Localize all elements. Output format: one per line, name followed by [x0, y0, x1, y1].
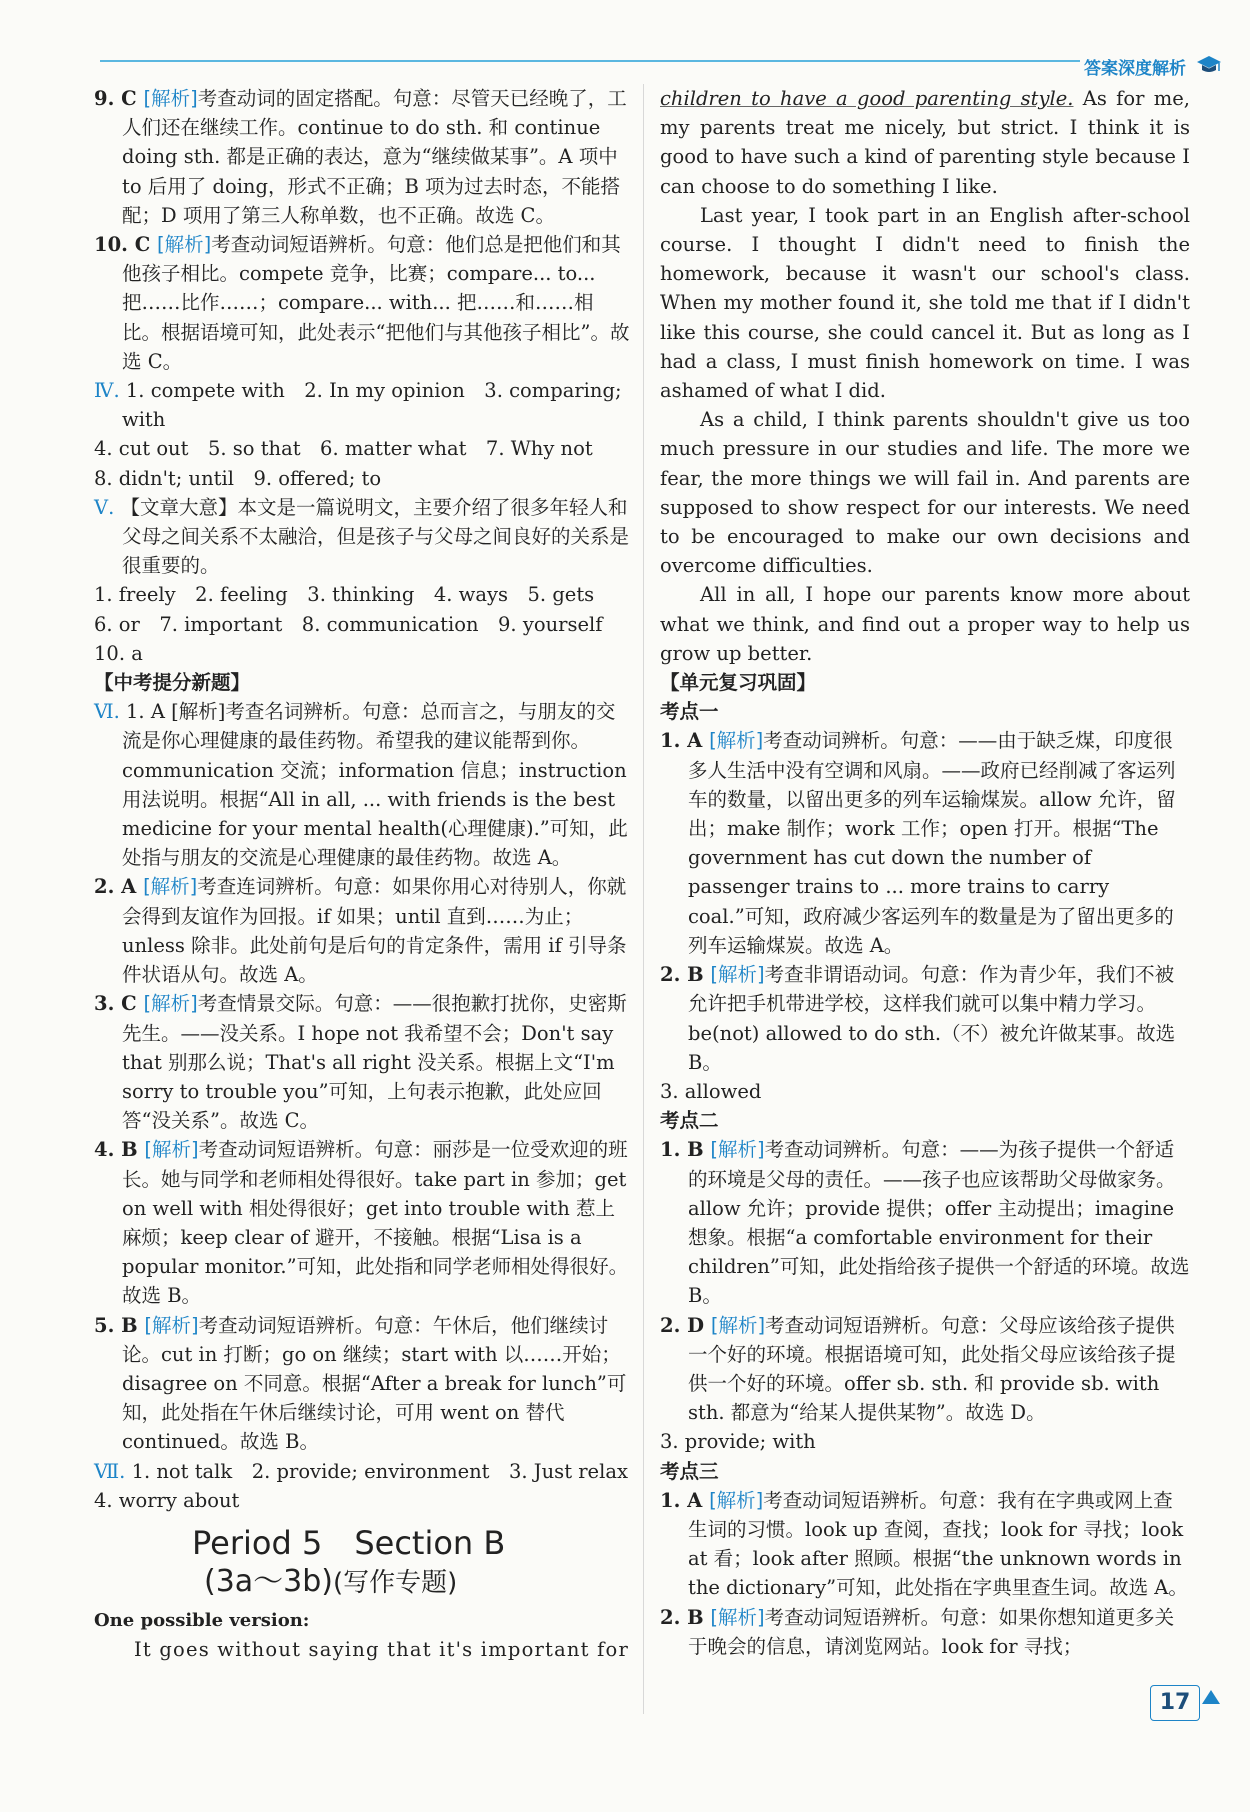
answer-item [94, 989, 632, 1135]
answer-number: 2. B [660, 963, 711, 987]
answer-line: 10. a [94, 641, 143, 665]
answer-line: 8. didn't; until 9. offered; to [94, 466, 382, 490]
answer-item [94, 872, 632, 989]
answer-item [94, 697, 632, 872]
answer-text: 考查动词短语辨析。句意：如果你想知道更多关于晚会的信息，请浏览网站。look for 寻找； [688, 1605, 1175, 1658]
essay [660, 84, 1190, 668]
answer-number: 2. D [660, 1313, 711, 1337]
answer-number: 3. C [94, 992, 144, 1016]
answer-number: 10. C [94, 233, 158, 257]
answer-text: 考查动词辨析。句意：——为孩子提供一个舒适的环境是父母的责任。——孩子也应该帮助父母做家务。allow 允许；provide 提供；offer 主动提出；imagine 想象。根据“a comfortable environment for their children”可知，此处指给孩子提供一个舒适的环境。故选 B。 [688, 1138, 1190, 1308]
answer-text: 考查连词辨析。句意：如果你用心对待别人，你就会得到友谊作为回报。if 如果；until 直到……为止；unless 除非。此处前句是后句的肯定条件，需用 if 引导条件状语从句。故选 A。 [122, 875, 627, 987]
analysis-tag: [解析] [143, 87, 198, 110]
answer-text: 1. A [解析]考查名词辨析。句意：总而言之，与朋友的交流是你心理健康的最佳药物。希望我的建议能帮到你。communication 交流；information 信息；instruction 用法说明。根据“All in all, ... with friends is the best medicine for your mental health(心理健康).”可知，此处指与朋友的交流是心理健康的最佳药物。故选 A。 [122, 700, 628, 870]
period-subtitle [204, 1563, 632, 1602]
header-rule [100, 60, 1180, 62]
answer-text: 考查动词短语辨析。句意：父母应该给孩子提供一个好的环境。根据语境可知，此处指父母应该给孩子提供一个好的环境。offer sb. sth. 和 provide sb. with sth. 都意为“给某人提供某物”。故选 D。 [688, 1313, 1176, 1425]
answer-number: 5. B [94, 1313, 145, 1337]
answer-number: 1. A [660, 729, 710, 753]
answer-item [94, 1457, 632, 1486]
answer-item [94, 493, 632, 581]
answer-item [660, 1603, 1190, 1661]
answer-text: 考查动词短语辨析。句意：午休后，他们继续讨论。cut in 打断；go on 继续；start with 以……开始；disagree on 不同意。根据“After a break for lunch”可知，此处指在午休后继续讨论，可用 went on 替代 continued。故选 B。 [122, 1313, 627, 1454]
answer-line: 4. cut out 5. so that 6. matter what 7. Why not [94, 437, 593, 461]
period-title: Period 5 Section B [192, 1523, 506, 1562]
answer-line: 3. allowed [660, 1079, 762, 1103]
essay-paragraph: Last year, I took part in an English after-school course. I thought I didn't need to finish the homework, because it wasn't our school's class. When my mother found it, she told me that if I didn't like this course, she could cancel it. But as long as I had a class, I must finish homework on time. I was ashamed of what I did. [660, 203, 1190, 403]
answer-line: 1. freely 2. feeling 3. thinking 4. ways 5. gets [94, 583, 595, 607]
answer-text: 考查动词短语辨析。句意：丽莎是一位受欢迎的班长。她与同学和老师相处得很好。take part in 参加；get on well with 相处得很好；get into trouble with 惹上麻烦；keep clear of 避开，不接触。根据“Lisa is a popular monitor.”可知，此处指和同学老师相处得很好。故选 B。 [122, 1138, 629, 1308]
essay-first-rest: As for me, my parents treat me nicely, but strict. I think it is good to have such a kind of parenting style because I can choose to do something I like. [660, 87, 1190, 198]
answer-text: 考查情景交际。句意：——很抱歉打扰你，史密斯先生。——没关系。I hope not 我希望不会；Don't say that 别那么说；That's all right 没关系。根据上文“I'm sorry to trouble you”可知，上句表示抱歉，此处应回答“没关系”。故选 C。 [122, 992, 627, 1133]
answer-item [94, 230, 632, 376]
answer-number: 4. B [94, 1138, 145, 1162]
roman-numeral: Ⅳ. [94, 379, 126, 403]
answer-text: 考查非谓语动词。句意：作为青少年，我们不被允许把手机带进学校，这样我们就可以集中精力学习。be(not) allowed to do sth.（不）被允许做某事。故选 B。 [688, 963, 1176, 1074]
answer-line: 3. provide; with [660, 1430, 816, 1454]
answer-item [94, 376, 632, 434]
answer-number: 2. B [660, 1605, 711, 1629]
analysis-tag: [解析] [709, 1488, 764, 1512]
roman-numeral: Ⅴ. [94, 495, 121, 519]
essay-paragraphs [660, 201, 1190, 668]
essay-opening: It goes without saying that it's important for [134, 1638, 629, 1662]
answer-text: 考查动词辨析。句意：——由于缺乏煤，印度很多人生活中没有空调和风扇。——政府已经削减了客运列车的数量，以留出更多的列车运输煤炭。allow 允许，留出；make 制作；work 工作；open 打开。根据“The government has cut down the number of passenger trains to ... more trains to carry coal.”可知，政府减少客运列车的数量是为了留出更多的列车运输煤炭。故选 A。 [688, 729, 1176, 957]
answer-line: 4. worry about [94, 1488, 240, 1512]
answer-text: 1. not talk 2. provide; environment 3. Just relax [131, 1459, 628, 1483]
answer-item [94, 1135, 632, 1310]
answer-text: 1. compete with 2. In my opinion 3. comparing; with [122, 379, 622, 432]
arrow-up-icon [1202, 1690, 1220, 1704]
period-range: (3a～3b) [204, 1563, 334, 1599]
section-heading: 考点一 [660, 700, 719, 724]
answer-item [660, 960, 1190, 1077]
answer-number: 9. C [94, 87, 144, 110]
analysis-tag: [解析] [144, 1138, 199, 1162]
essay-first-paragraph [660, 84, 1190, 201]
answer-number: 2. A [94, 875, 144, 899]
answer-item [660, 726, 1190, 960]
answer-line: 6. or 7. important 8. communication 9. yourself [94, 612, 603, 636]
analysis-tag: [解析] [710, 1138, 765, 1162]
answer-item [94, 1311, 632, 1457]
essay-underlined: children to have a good parenting style. [660, 87, 1074, 110]
essay-paragraph: As a child, I think parents shouldn't give us too much pressure in our studies and life. The more we fear, the more things we will fail in. And parents are supposed to show respect for our interests. We need to be encouraged to make our own decisions and overcome difficulties. [660, 408, 1190, 578]
analysis-tag: [解析] [710, 963, 765, 987]
roman-numeral: Ⅶ. [94, 1459, 132, 1483]
right-answer-list [660, 668, 1190, 1661]
answer-item [94, 84, 632, 230]
answer-item [660, 1311, 1190, 1428]
answer-text: 【文章大意】本文是一篇说明文，主要介绍了很多年轻人和父母之间关系不太融洽，但是孩子与父母之间良好的关系是很重要的。 [120, 495, 630, 578]
page-number: 17 [1150, 1685, 1200, 1721]
graduation-cap-icon [1196, 54, 1222, 76]
answer-text: 考查动词短语辨析。句意：我有在字典或网上查生词的习惯。look up 查阅，查找；look for 寻找；look at 看；look after 照顾。根据“the unknown words in the dictionary”可知，此处指在字典里查生词。故选 A。 [688, 1488, 1188, 1600]
left-answer-list [94, 84, 632, 1515]
left-column [94, 84, 632, 1664]
column-divider [643, 84, 644, 1714]
analysis-tag: [解析] [710, 1605, 765, 1629]
version-label: One possible version: [94, 1609, 310, 1631]
answer-number: 1. A [660, 1488, 710, 1512]
section-heading: 【单元复习巩固】 [660, 671, 817, 695]
answer-item [660, 1135, 1190, 1310]
answer-text: 考查动词的固定搭配。句意：尽管天已经晚了，工人们还在继续工作。continue to do sth. 和 continue doing sth. 都是正确的表达，意为“继续做某事”。A 项中 to 后用了 doing，形式不正确；B 项为过去时态，不能搭配；D 项用了第三人称单数，也不正确。故选 C。 [122, 87, 627, 227]
roman-numeral: Ⅵ. [94, 700, 127, 724]
answer-number: 1. B [660, 1138, 711, 1162]
answer-item [660, 1486, 1190, 1603]
section-heading: 考点二 [660, 1109, 719, 1133]
essay-paragraph: All in all, I hope our parents know more about what we think, and find out a proper way to help us grow up better. [660, 583, 1190, 665]
analysis-tag: [解析] [144, 1313, 199, 1337]
analysis-tag: [解析] [710, 1313, 766, 1337]
analysis-tag: [解析] [143, 992, 198, 1016]
analysis-tag: [解析] [709, 729, 764, 753]
header-title: 答案深度解析 [1080, 54, 1190, 79]
period-topic: (写作专题) [333, 1567, 458, 1598]
section-heading: 【中考提分新题】 [94, 671, 251, 695]
analysis-tag: [解析] [157, 233, 212, 257]
analysis-tag: [解析] [143, 875, 198, 899]
answer-text: 考查动词短语辨析。句意：他们总是把他们和其他孩子相比。compete 竞争，比赛；compare... to... 把……比作……；compare... with... 把……和……相比。根据语境可知，此处表示“把他们与其他孩子相比”。故选 C。 [122, 233, 630, 373]
section-heading: 考点三 [660, 1459, 719, 1483]
right-column [660, 84, 1190, 1661]
